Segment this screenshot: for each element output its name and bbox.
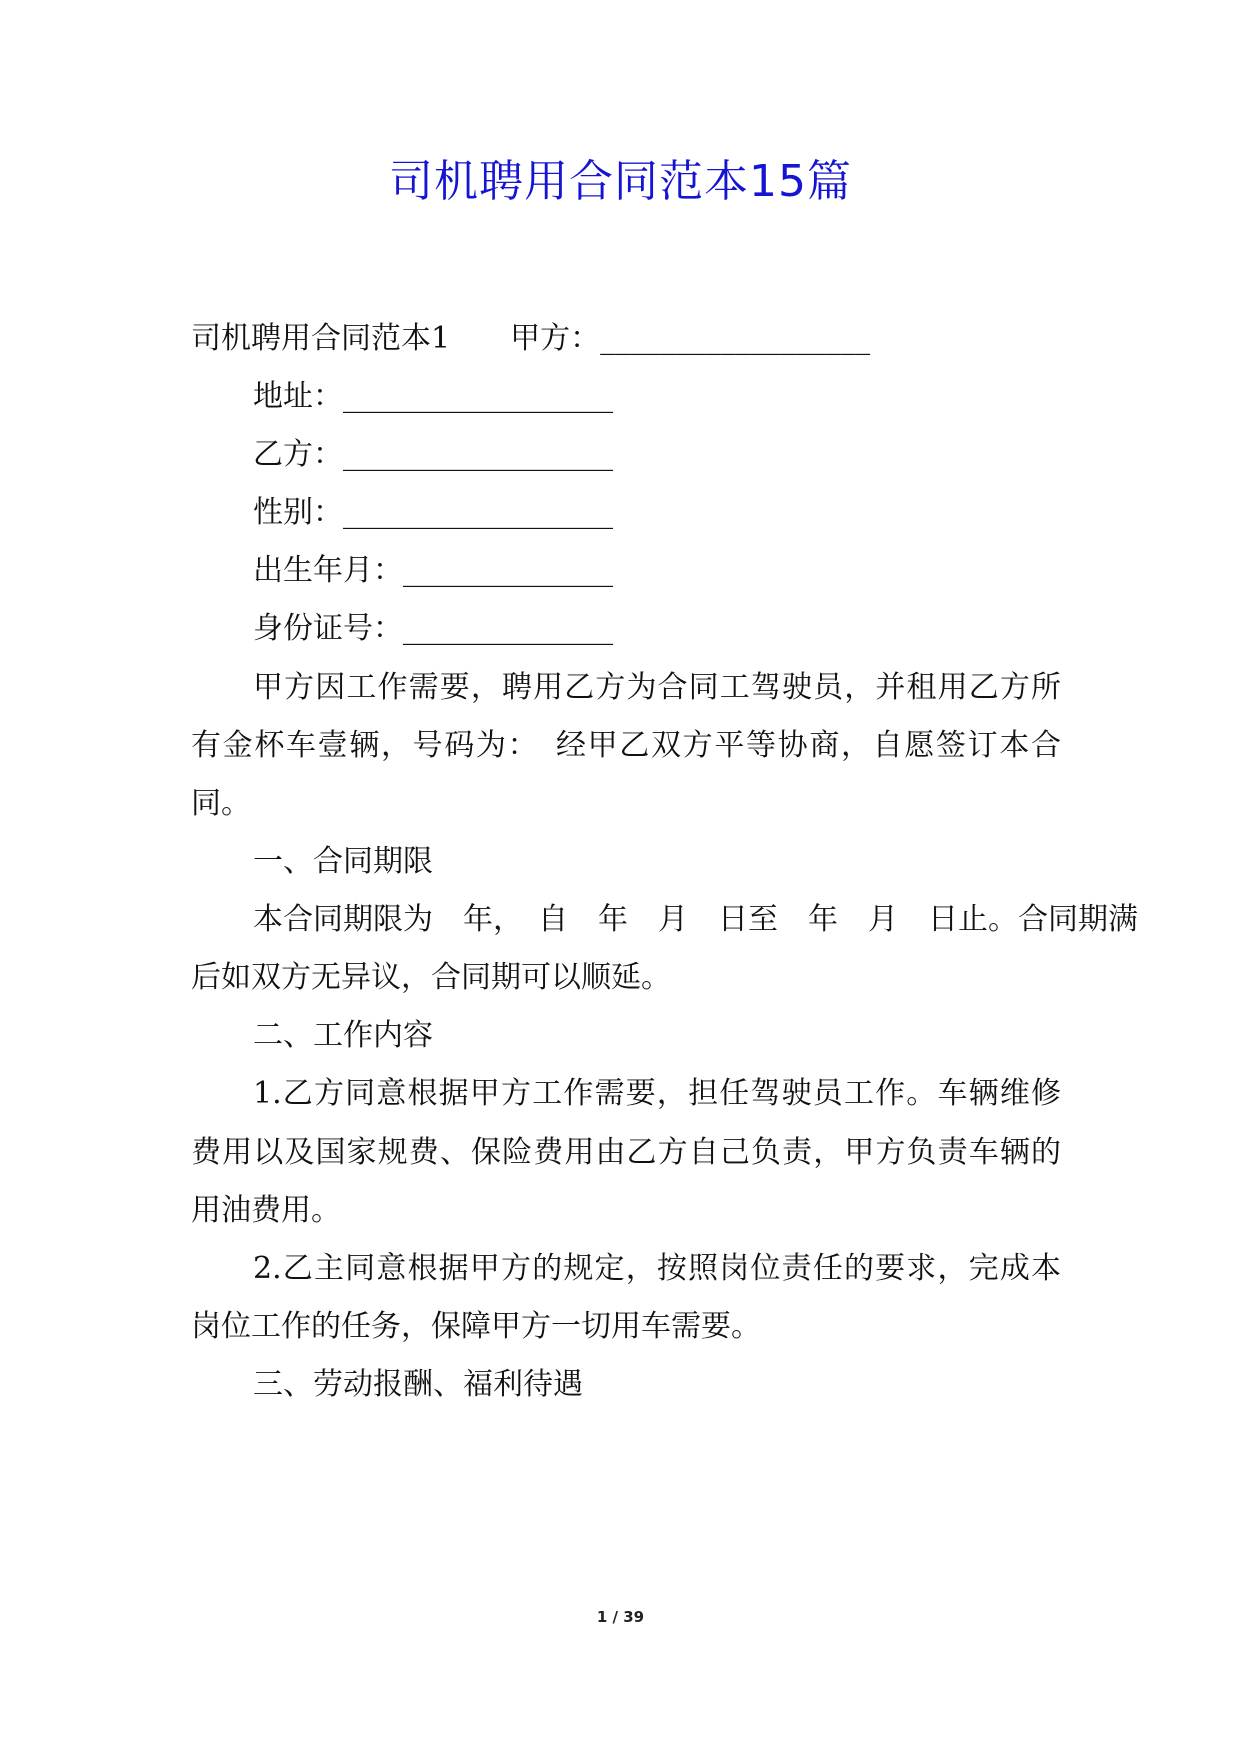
birth-date-field: 出生年月：______________: [253, 553, 613, 588]
section-heading: 三、劳动报酬、福利待遇: [253, 1367, 583, 1402]
section-heading: 一、合同期限: [253, 844, 433, 879]
paragraph-line: 本合同期限为 年， 自 年 月 日至 年 月 日止。合同期满: [253, 902, 1138, 937]
party-b-field: 乙方：__________________: [253, 437, 613, 472]
paragraph-line: 甲方因工作需要，聘用乙方为合同工驾驶员，并租用乙方所: [253, 670, 1061, 705]
paragraph-line: 后如双方无异议，合同期可以顺延。: [191, 960, 671, 995]
paragraph-line: 用油费用。: [191, 1193, 341, 1228]
paragraph-line: 1.乙方同意根据甲方工作需要，担任驾驶员工作。车辆维修: [253, 1076, 1061, 1111]
paragraph-line: 岗位工作的任务，保障甲方一切用车需要。: [191, 1309, 761, 1344]
paragraph-line: 费用以及国家规费、保险费用由乙方自己负责，甲方负责车辆的: [191, 1135, 1061, 1170]
section-heading: 二、工作内容: [253, 1018, 433, 1053]
gender-field: 性别：__________________: [253, 495, 613, 530]
paragraph-line: 有金杯车壹辆，号码为： 经甲乙双方平等协商，自愿签订本合: [191, 728, 1061, 763]
id-number-field: 身份证号：______________: [253, 611, 613, 646]
address-field: 地址：__________________: [253, 379, 613, 414]
contract-heading-party-a: 司机聘用合同范本1 甲方：__________________: [191, 321, 871, 356]
page-number: 1 / 39: [596, 1608, 645, 1626]
document-title: 司机聘用合同范本15篇: [389, 156, 852, 207]
paragraph-line: 2.乙主同意根据甲方的规定，按照岗位责任的要求，完成本: [253, 1251, 1061, 1286]
paragraph-line: 同。: [191, 786, 251, 821]
